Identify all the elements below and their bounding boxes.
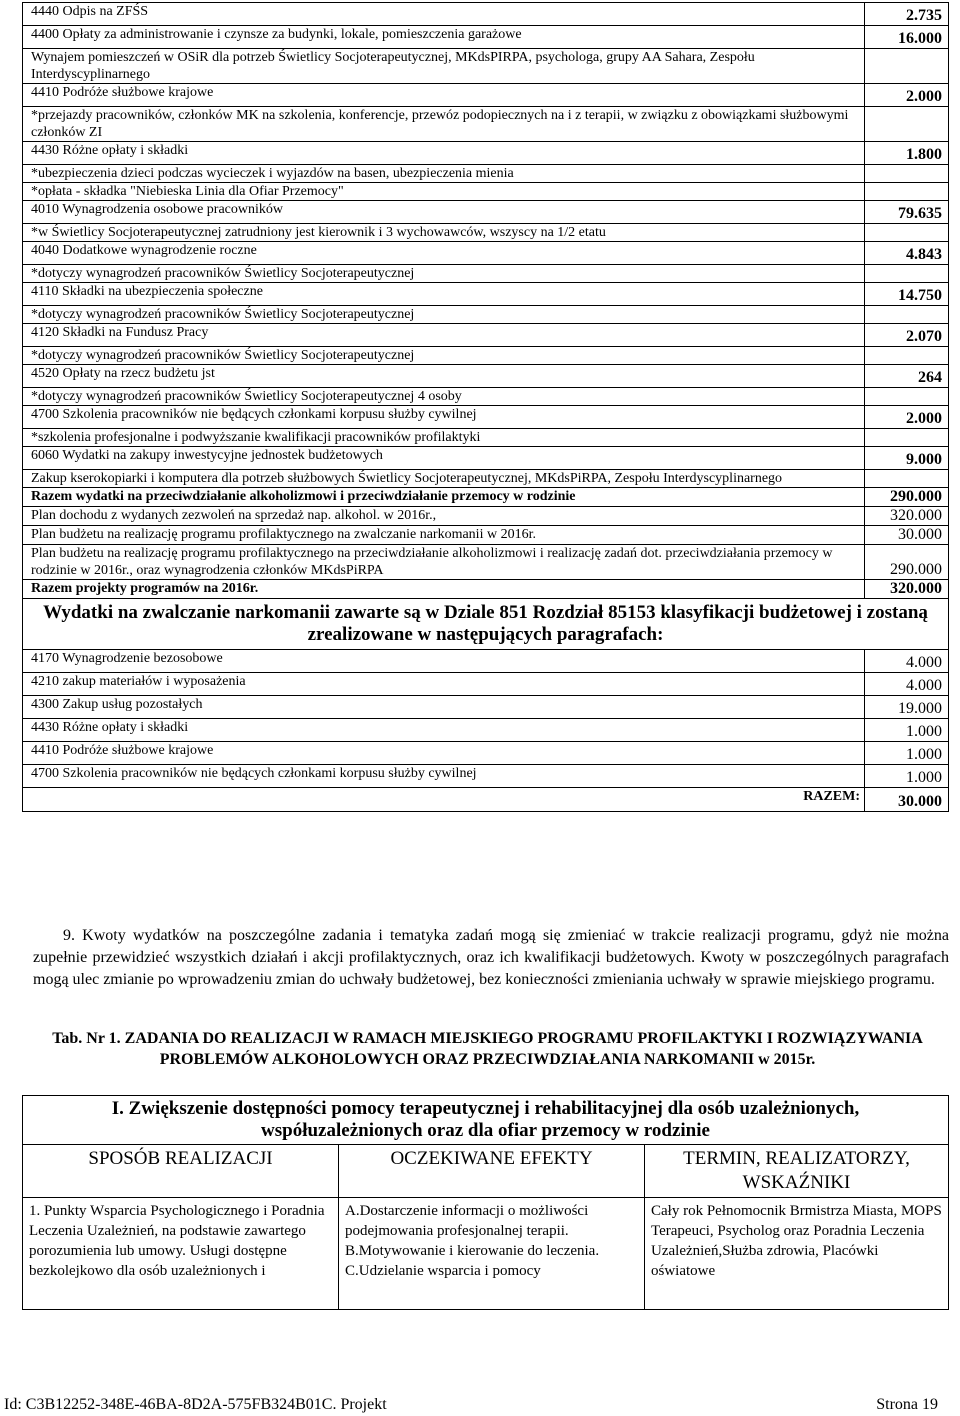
narkomania-row (23, 673, 949, 696)
narkomania-row (23, 650, 949, 673)
budget-row (23, 545, 949, 580)
document-id: Id: C3B12252-348E-46BA-8D2A-575FB324B01C. Projekt (4, 1396, 387, 1413)
narkomania-row-text: 4210 zakup materiałów i wyposażenia (23, 673, 865, 696)
budget-row-amount: 4.843 (865, 242, 949, 265)
budget-row-text: 4110 Składki na ubezpieczenia społeczne (23, 283, 865, 306)
budget-row (23, 470, 949, 488)
budget-row-amount (865, 107, 949, 142)
budget-row (23, 26, 949, 49)
budget-row-amount (865, 388, 949, 406)
budget-row-amount (865, 49, 949, 84)
narkomania-row (23, 742, 949, 765)
budget-row-amount: 290.000 (865, 488, 949, 507)
narkomania-row (23, 765, 949, 788)
paragraph-text: Kwoty wydatków na poszczególne zadania i tematyka zadań mogą się zmieniać w trakcie realizacji programu, gdyż nie można zupełnie przewidzieć wszystkich działań i akcji profilaktycznych, oraz ich kwalifikacji budżetowych. Kwoty w poszczególnych paragrafach mogą ulec zmianie po wprowadzeniu zmian do uchwały budżetowej, bez konieczności zmieniania uchwały w sprawie miejskiego programu. (33, 927, 949, 988)
budget-row-text: 6060 Wydatki na zakupy inwestycyjne jednostek budżetowych (23, 447, 865, 470)
budget-row-amount: 2.735 (865, 3, 949, 26)
budget-row-text: *przejazdy pracowników, członków MK na szkolenia, konferencje, przewóz podopiecznych na i z terapii, w związku z obowiązkami służbowymi członków ZI (23, 107, 865, 142)
budget-row-amount (865, 347, 949, 365)
column-header: OCZEKIWANE EFEKTY (339, 1145, 645, 1198)
budget-row-text: Razem projekty programów na 2016r. (23, 580, 865, 599)
razem-amount: 30.000 (865, 788, 949, 812)
budget-row-text: *ubezpieczenia dzieci podczas wycieczek i wyjazdów na basen, ubezpieczenia mienia (23, 165, 865, 183)
budget-row-text: *opłata - składka "Niebieska Linia dla Ofiar Przemocy" (23, 183, 865, 201)
budget-row (23, 84, 949, 107)
narkomania-row-text: 4300 Zakup usług pozostałych (23, 696, 865, 719)
budget-row-text: *dotyczy wynagrodzeń pracowników Świetlicy Socjoterapeutycznej (23, 265, 865, 283)
budget-row-text: 4700 Szkolenia pracowników nie będących członkami korpusu służby cywilnej (23, 406, 865, 429)
budget-row-amount: 16.000 (865, 26, 949, 49)
budget-row (23, 306, 949, 324)
budget-row (23, 265, 949, 283)
budget-row-amount: 320.000 (865, 580, 949, 599)
budget-row (23, 201, 949, 224)
budget-row (23, 488, 949, 507)
budget-row (23, 283, 949, 306)
budget-row-text: Plan budżetu na realizację programu profilaktycznego na przeciwdziałanie alkoholizmowi i realizację zadań dot. przeciwdziałania przemocy w rodzinie w 2016r., oraz wynagrodzenia członków MKdsPiRPA (23, 545, 865, 580)
budget-row-text: 4440 Odpis na ZFŚS (23, 3, 865, 26)
narkomania-row-amount: 1.000 (865, 765, 949, 788)
budget-row (23, 447, 949, 470)
budget-row (23, 142, 949, 165)
budget-row-amount (865, 429, 949, 447)
budget-row-amount (865, 165, 949, 183)
budget-row-text: Zakup kserokopiarki i komputera dla potrzeb służbowych Świetlicy Socjoterapeutycznej, MKdsPiRPA, Zespołu Interdyscyplinarnego (23, 470, 865, 488)
narkomania-row-text: 4700 Szkolenia pracowników nie będących członkami korpusu służby cywilnej (23, 765, 865, 788)
budget-body (23, 3, 949, 812)
narkomania-row-text: 4410 Podróże służbowe krajowe (23, 742, 865, 765)
budget-row (23, 49, 949, 84)
paragraph-9 (33, 925, 949, 991)
budget-row (23, 507, 949, 526)
section-row (23, 1096, 949, 1145)
narkomania-row-amount: 1.000 (865, 742, 949, 765)
narkomania-row-amount: 4.000 (865, 650, 949, 673)
budget-row-text: 4040 Dodatkowe wynagrodzenie roczne (23, 242, 865, 265)
budget-row (23, 526, 949, 545)
narkomania-heading-row (23, 599, 949, 650)
budget-row-text: 4430 Różne opłaty i składki (23, 142, 865, 165)
budget-row (23, 406, 949, 429)
budget-row-text: 4410 Podróże służbowe krajowe (23, 84, 865, 107)
budget-row (23, 347, 949, 365)
narkomania-row-amount: 1.000 (865, 719, 949, 742)
budget-row-amount: 14.750 (865, 283, 949, 306)
budget-row (23, 183, 949, 201)
budget-row-text: *dotyczy wynagrodzeń pracowników Świetlicy Socjoterapeutycznej (23, 306, 865, 324)
budget-row-text: *dotyczy wynagrodzeń pracowników Świetlicy Socjoterapeutycznej 4 osoby (23, 388, 865, 406)
budget-row (23, 429, 949, 447)
budget-row-amount: 79.635 (865, 201, 949, 224)
budget-row-text: 4520 Opłaty na rzecz budżetu jst (23, 365, 865, 388)
razem-row (23, 788, 949, 812)
budget-row-amount (865, 224, 949, 242)
budget-row-amount: 2.000 (865, 406, 949, 429)
budget-row-amount: 290.000 (865, 545, 949, 580)
budget-row-amount: 320.000 (865, 507, 949, 526)
budget-row (23, 580, 949, 599)
budget-row-text: 4010 Wynagrodzenia osobowe pracowników (23, 201, 865, 224)
budget-row-amount: 264 (865, 365, 949, 388)
narkomania-row-text: 4170 Wynagrodzenie bezosobowe (23, 650, 865, 673)
column-header: TERMIN, REALIZATORZY, WSKAŹNIKI (645, 1145, 949, 1198)
budget-row-amount: 9.000 (865, 447, 949, 470)
budget-row-amount: 2.000 (865, 84, 949, 107)
effects-cell: A.Dostarczenie informacji o możliwości podejmowania profesjonalnej terapii. B.Motywowanie i kierowanie do leczenia. C.Udzielanie wsparcia i pomocy (339, 1198, 645, 1310)
column-headers (23, 1145, 949, 1198)
budget-row-amount: 1.800 (865, 142, 949, 165)
budget-row-amount (865, 265, 949, 283)
table-title: Tab. Nr 1. ZADANIA DO REALIZACJI W RAMACH MIEJSKIEGO PROGRAMU PROFILAKTYKI I ROZWIĄZYWANIA PROBLEMÓW ALKOHOLOWYCH ORAZ PRZECIWDZIAŁANIA NARKOMANII w 2015r. (52, 1030, 923, 1068)
narkomania-row-text: 4430 Różne opłaty i składki (23, 719, 865, 742)
budget-row-amount: 2.070 (865, 324, 949, 347)
budget-row-amount (865, 470, 949, 488)
budget-row-text: *dotyczy wynagrodzeń pracowników Świetlicy Socjoterapeutycznej (23, 347, 865, 365)
budget-row (23, 365, 949, 388)
budget-row-text: Plan dochodu z wydanych zezwoleń na sprzedaż nap. alkohol. w 2016r., (23, 507, 865, 526)
page-number: Strona 19 (876, 1396, 938, 1413)
budget-row-text: Wynajem pomieszczeń w OSiR dla potrzeb Świetlicy Socjoterapeutycznej, MKdsPIRPA, psychologa, grupy AA Sahara, Zespołu Interdyscyplinarnego (23, 49, 865, 84)
narkomania-row-amount: 19.000 (865, 696, 949, 719)
table-row (23, 1198, 949, 1310)
budget-row (23, 165, 949, 183)
section-heading: I. Zwiększenie dostępności pomocy terapeutycznej i rehabilitacyjnej dla osób uzależnionych, współuzależnionych oraz dla ofiar przemocy w rodzinie (23, 1096, 949, 1145)
budget-row (23, 3, 949, 26)
narkomania-heading: Wydatki na zwalczanie narkomanii zawarte są w Dziale 851 Rozdział 85153 klasyfikacji budżetowej i zostaną zrealizowane w następujących paragrafach: (23, 599, 949, 650)
budget-row-text: *szkolenia profesjonalne i podwyższanie kwalifikacji pracowników profilaktyki (23, 429, 865, 447)
term-cell: Cały rok Pełnomocnik Brmistrza Miasta, MOPS Terapeuci, Psycholog oraz Poradnia Leczenia Uzależnień,Służba zdrowia, Placówki oświatowe (645, 1198, 949, 1310)
narkomania-row-amount: 4.000 (865, 673, 949, 696)
tasks-table (22, 1095, 949, 1310)
budget-row-text: Razem wydatki na przeciwdziałanie alkoholizmowi i przeciwdziałanie przemocy w rodzinie (23, 488, 865, 507)
budget-row-amount (865, 306, 949, 324)
budget-row (23, 388, 949, 406)
budget-row-amount: 30.000 (865, 526, 949, 545)
budget-row-amount (865, 183, 949, 201)
budget-table (22, 2, 949, 812)
paragraph-number: 9. (63, 927, 75, 944)
budget-row (23, 107, 949, 142)
budget-row-text: 4400 Opłaty za administrowanie i czynsze za budynki, lokale, pomieszczenia garażowe (23, 26, 865, 49)
column-header: SPOSÓB REALIZACJI (23, 1145, 339, 1198)
budget-row-text: 4120 Składki na Fundusz Pracy (23, 324, 865, 347)
budget-row (23, 242, 949, 265)
budget-row-text: Plan budżetu na realizację programu profilaktycznego na zwalczanie narkomanii w 2016r. (23, 526, 865, 545)
razem-label: RAZEM: (23, 788, 865, 812)
narkomania-row (23, 719, 949, 742)
realization-cell: 1. Punkty Wsparcia Psychologicznego i Poradnia Leczenia Uzależnień, na podstawie zawartego porozumienia lub umowy. Usługi dostępne bezkolejkowo dla osób uzależnionych i (23, 1198, 339, 1310)
budget-row-text: *w Świetlicy Socjoterapeutycznej zatrudniony jest kierownik i 3 wychowawców, wszyscy na 1/2 etatu (23, 224, 865, 242)
budget-row (23, 324, 949, 347)
narkomania-row (23, 696, 949, 719)
budget-row (23, 224, 949, 242)
